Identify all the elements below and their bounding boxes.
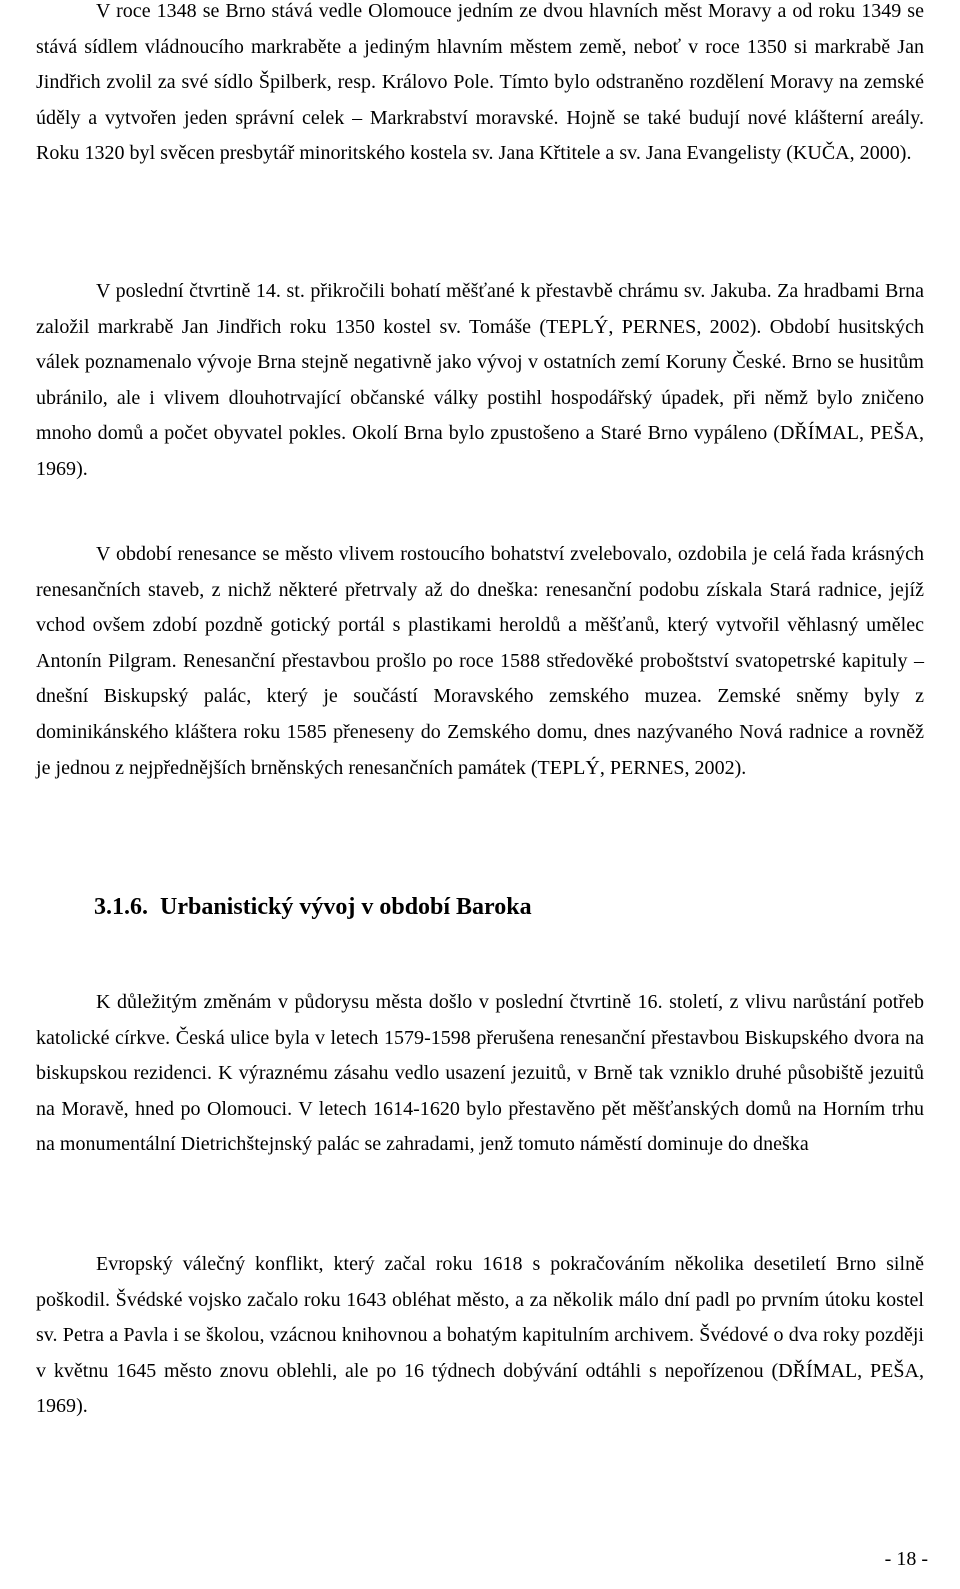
page-number: - 18 -	[884, 1548, 928, 1570]
paragraph-brno-margraviate: V roce 1348 se Brno stává vedle Olomouce jedním ze dvou hlavních měst Moravy a od roku 1349 se stává sídlem vládnoucího markraběte a jediným hlavním městem země, neboť v roce 1350 si markrabě Jan Jindřich zvolil za své sídlo Špilberk, resp. Královo Pole. Tímto bylo odstraněno rozdělení Moravy na zemské úděly a vytvořen jeden správní celek – Markrabství moravské. Hojně se také budují nové klášterní areály. Roku 1320 byl svěcen presbytář minoritského kostela sv. Jana Křtitele a sv. Jana Evangelisty (KUČA, 2000).	[36, 0, 924, 165]
paragraph-hussite-wars: V poslední čtvrtině 14. st. přikročili bohatí měšťané k přestavbě chrámu sv. Jakuba. Za hradbami Brna založil markrabě Jan Jindřich roku 1350 kostel sv. Tomáše (TEPLÝ, PERNES, 2002). Období husitských válek poznamenalo vývoje Brna stejně negativně jako vývoj v ostatních zemí Koruny České. Brno se husitům ubránilo, ale i vlivem dlouhotrvající občanské války postihl hospodářský úpadek, při němž bylo zničeno mnoho domů a počet obyvatel pokles. Okolí Brna bylo zpustošeno a Staré Brno vypáleno (DŘÍMAL, PEŠA, 1969).	[36, 280, 924, 480]
paragraph-war-conflict: Evropský válečný konflikt, který začal roku 1618 s pokračováním několika desetiletí Brno silně poškodil. Švédské vojsko začalo roku 1643 obléhat město, a za několik málo dní padl po prvním útoku kostel sv. Petra a Pavla i se školou, vzácnou knihovnou a bohatým kapitulním archivem. Švédové o dva roky později v květnu 1645 město znovu oblehli, ale po 16 týdnech dobývání odtáhli s nepořízenou (DŘÍMAL, PEŠA, 1969).	[36, 1253, 924, 1418]
paragraph-renaissance: V období renesance se město vlivem rostoucího bohatství zvelebovalo, ozdobila je celá řada krásných renesančních staveb, z nichž některé přetrvaly až do dneška: renesanční podobu získala Stará radnice, jejíž vchod ovšem zdobí pozdně gotický portál s plastikami heroldů a měšťanů, který vytvořil věhlasný umělec Antonín Pilgram. Renesanční přestavbou prošlo po roce 1588 středověké proboštství svatopetrské kapituly – dnešní Biskupský palác, který je součástí Moravského zemského muzea. Zemské sněmy byly z dominikánského kláštera roku 1585 přeneseny do Zemského domu, dnes nazývaného Nová radnice a rovněž je jednou z nejpřednějších brněnských renesančních památek (TEPLÝ, PERNES, 2002).	[36, 543, 924, 779]
paragraph-baroque-changes: K důležitým změnám v půdorysu města došlo v poslední čtvrtině 16. století, z vlivu narůstání potřeb katolické církve. Česká ulice byla v letech 1579-1598 přerušena renesanční přestavbou Biskupského dvora na biskupskou rezidenci. K výraznému zásahu vedlo usazení jezuitů, v Brně tak vzniklo druhé působiště jezuitů na Moravě, hned po Olomouci. V letech 1614-1620 bylo přestavěno pět měšťanských domů na Horním trhu na monumentální Dietrichštejnský palác se zahradami, jenž tomuto náměstí dominuje do dneška	[36, 991, 924, 1156]
section-title: Urbanistický vývoj v období Baroka	[160, 894, 532, 920]
section-heading	[94, 889, 532, 925]
section-number: 3.1.6.	[94, 894, 148, 920]
